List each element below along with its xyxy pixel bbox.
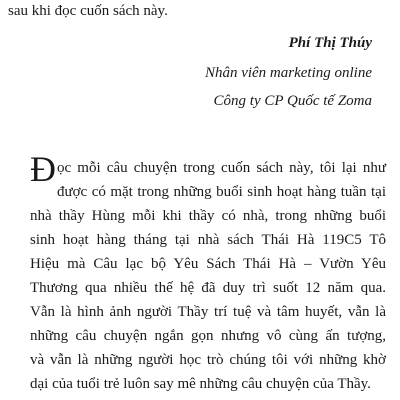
body-paragraph xyxy=(30,149,386,396)
paragraph-line-1 xyxy=(30,149,386,189)
signature-name: Phí Thị Thúy xyxy=(288,35,372,51)
paragraph-line-2: được có mặt trong những buổi sinh hoạt hàng tuần tại xyxy=(57,184,386,200)
paragraph-line-3: nhà thầy Hùng mỗi khi thầy có nhà, trong những buổi xyxy=(30,208,386,224)
paragraph-line-4: sinh hoạt hàng tháng tại nhà sách Thái Hà 119C5 Tô xyxy=(30,232,386,248)
signature-role: Nhân viên marketing online xyxy=(204,65,372,81)
paragraph-line-1-text: ọc mỗi câu chuyện trong cuốn sách này, tôi lại như xyxy=(57,160,386,176)
signature-company: Công ty CP Quốc tế Zoma xyxy=(213,93,372,109)
drop-cap: Đ xyxy=(30,149,56,189)
paragraph-line-10: dại của tuổi trẻ luôn say mê những câu chuyện của Thầy. xyxy=(30,376,371,392)
paragraph-line-8: những câu chuyện ngắn gọn nhưng vô cùng ấn tượng, xyxy=(30,328,386,344)
paragraph-line-9: và vẫn là những người học trò chúng tôi với những khờ xyxy=(30,352,386,368)
previous-paragraph-tail: sau khi đọc cuốn sách này. xyxy=(8,3,168,19)
paragraph-line-7: Vẫn là hình ảnh người Thầy trí tuệ và tâm huyết, vẫn là xyxy=(30,304,386,320)
paragraph-line-6: Thương qua nhiều thế hệ đã duy trì suốt 12 năm qua. xyxy=(30,280,386,296)
paragraph-line-5: Hiệu mà Câu lạc bộ Yêu Sách Thái Hà – Vườn Yêu xyxy=(30,256,386,272)
